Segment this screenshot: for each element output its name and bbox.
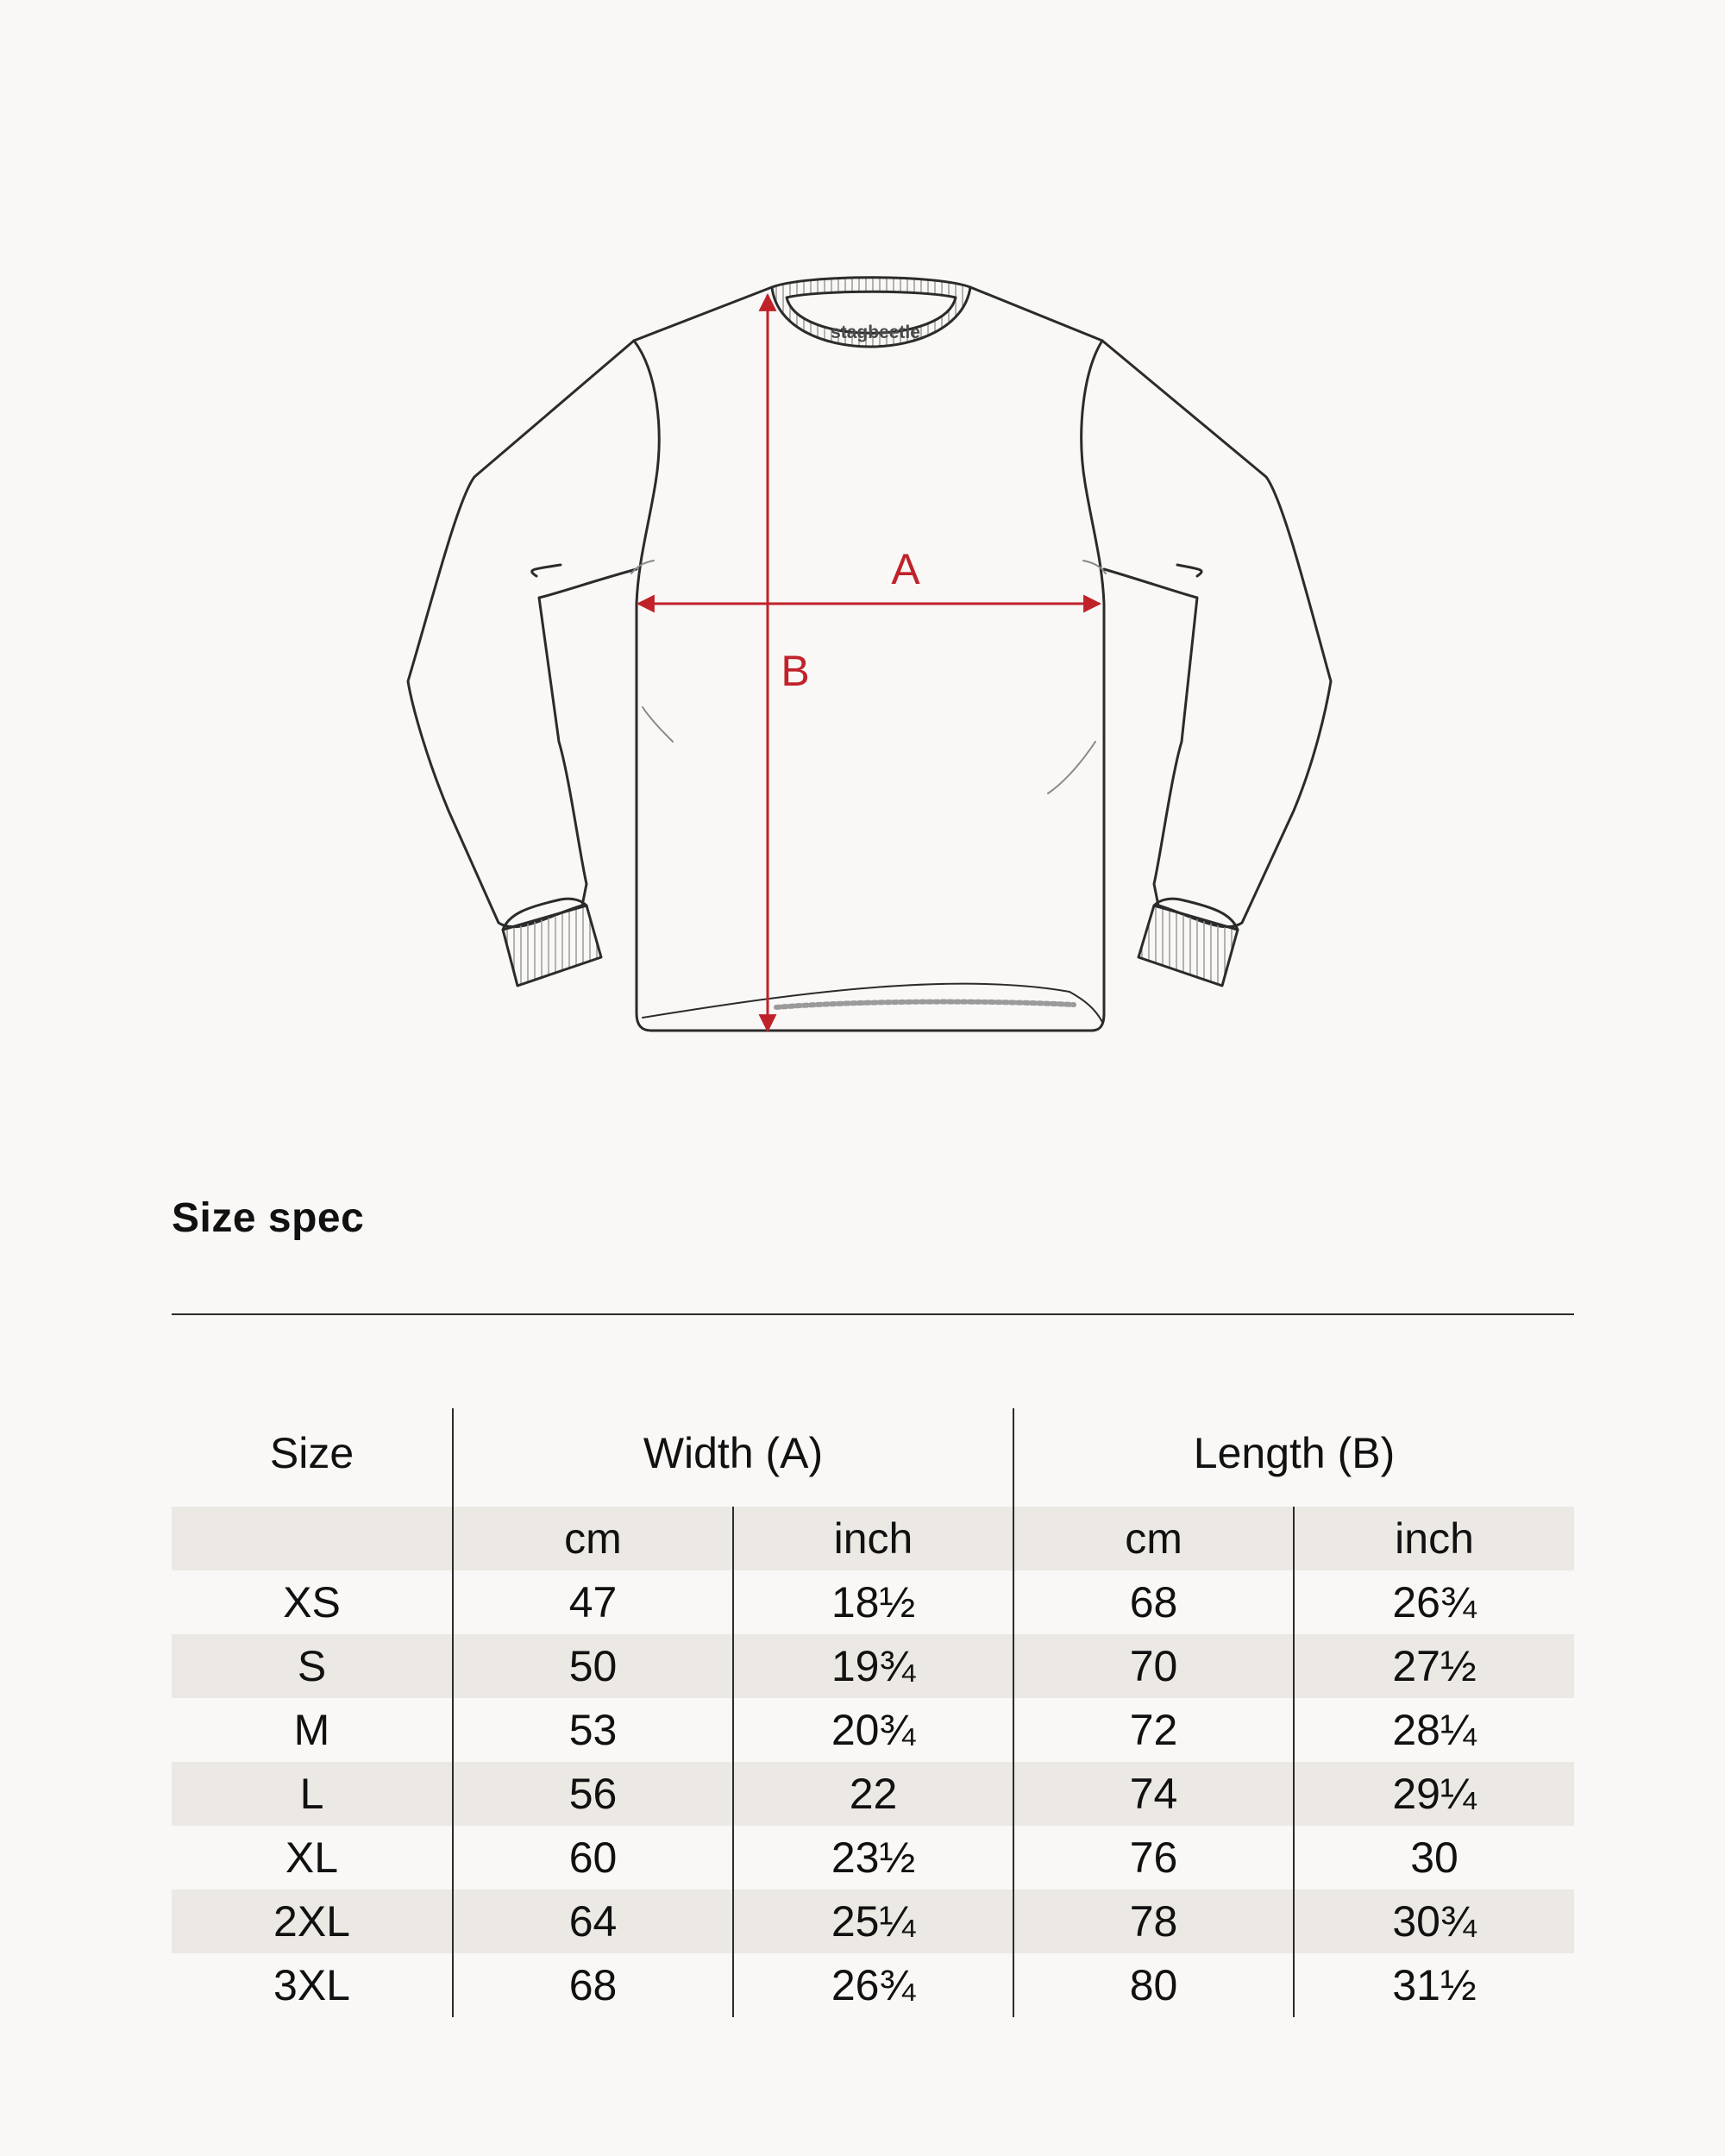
divider [172, 1313, 1574, 1315]
size-cell: S [172, 1634, 453, 1698]
unit-header-length-cm: cm [1013, 1507, 1294, 1570]
length-inch-cell: 28¼ [1294, 1698, 1574, 1762]
length-cm-cell: 76 [1013, 1826, 1294, 1890]
length-inch-cell: 31½ [1294, 1953, 1574, 2017]
table-row [172, 1570, 1574, 1634]
table-row [172, 1762, 1574, 1826]
unit-header-empty [172, 1507, 453, 1570]
size-cell: 3XL [273, 1961, 350, 2009]
measure-a-label: A [891, 545, 920, 593]
measure-lines [638, 295, 1100, 1031]
length-cm-cell: 78 [1013, 1890, 1294, 1953]
size-cell: M [293, 1706, 330, 1754]
unit-header-length-inch: inch [1294, 1507, 1574, 1570]
length-inch-cell: 27½ [1294, 1634, 1574, 1698]
unit-header-row [172, 1507, 1574, 1570]
width-cm-cell: 53 [453, 1698, 733, 1762]
size-header: Size [269, 1429, 354, 1477]
brand-label: stagbeetle [831, 323, 920, 342]
group-header-row [172, 1408, 1574, 1507]
table-row [172, 1890, 1574, 1953]
table-row [172, 1953, 1574, 2017]
width-inch-cell: 20¾ [733, 1698, 1013, 1762]
width-cm-cell: 60 [453, 1826, 733, 1890]
width-cm-cell: 56 [453, 1762, 733, 1826]
size-cell: 2XL [172, 1890, 453, 1953]
section-title: Size spec [172, 1195, 365, 1241]
table-row [172, 1634, 1574, 1698]
length-cm-cell: 68 [1013, 1570, 1294, 1634]
width-inch-cell: 19¾ [733, 1634, 1013, 1698]
measure-b-label: B [781, 647, 810, 695]
size-spec-table [172, 1408, 1574, 2017]
width-cm-cell: 64 [453, 1890, 733, 1953]
length-inch-cell: 26¾ [1294, 1570, 1574, 1634]
width-inch-cell: 22 [733, 1762, 1013, 1826]
width-cm-cell: 68 [453, 1953, 733, 2017]
length-cm-cell: 72 [1013, 1698, 1294, 1762]
length-header: Length (B) [1013, 1408, 1574, 1507]
size-cell: XS [283, 1578, 341, 1626]
table-row [172, 1826, 1574, 1890]
width-cm-cell: 47 [453, 1570, 733, 1634]
length-inch-cell: 29¼ [1294, 1762, 1574, 1826]
length-inch-cell: 30 [1294, 1826, 1574, 1890]
width-cm-cell: 50 [453, 1634, 733, 1698]
width-inch-cell: 25¼ [733, 1890, 1013, 1953]
sweatshirt-outline [408, 278, 1331, 1031]
width-header: Width (A) [453, 1408, 1013, 1507]
width-inch-cell: 26¾ [733, 1953, 1013, 2017]
unit-header-width-cm: cm [453, 1507, 733, 1570]
width-inch-cell: 23½ [733, 1826, 1013, 1890]
length-cm-cell: 74 [1013, 1762, 1294, 1826]
table-row [172, 1698, 1574, 1762]
size-cell: L [172, 1762, 453, 1826]
unit-header-width-inch: inch [733, 1507, 1013, 1570]
length-cm-cell: 80 [1013, 1953, 1294, 2017]
width-inch-cell: 18½ [733, 1570, 1013, 1634]
length-inch-cell: 30¾ [1294, 1890, 1574, 1953]
length-cm-cell: 70 [1013, 1634, 1294, 1698]
size-cell: XL [285, 1833, 339, 1882]
